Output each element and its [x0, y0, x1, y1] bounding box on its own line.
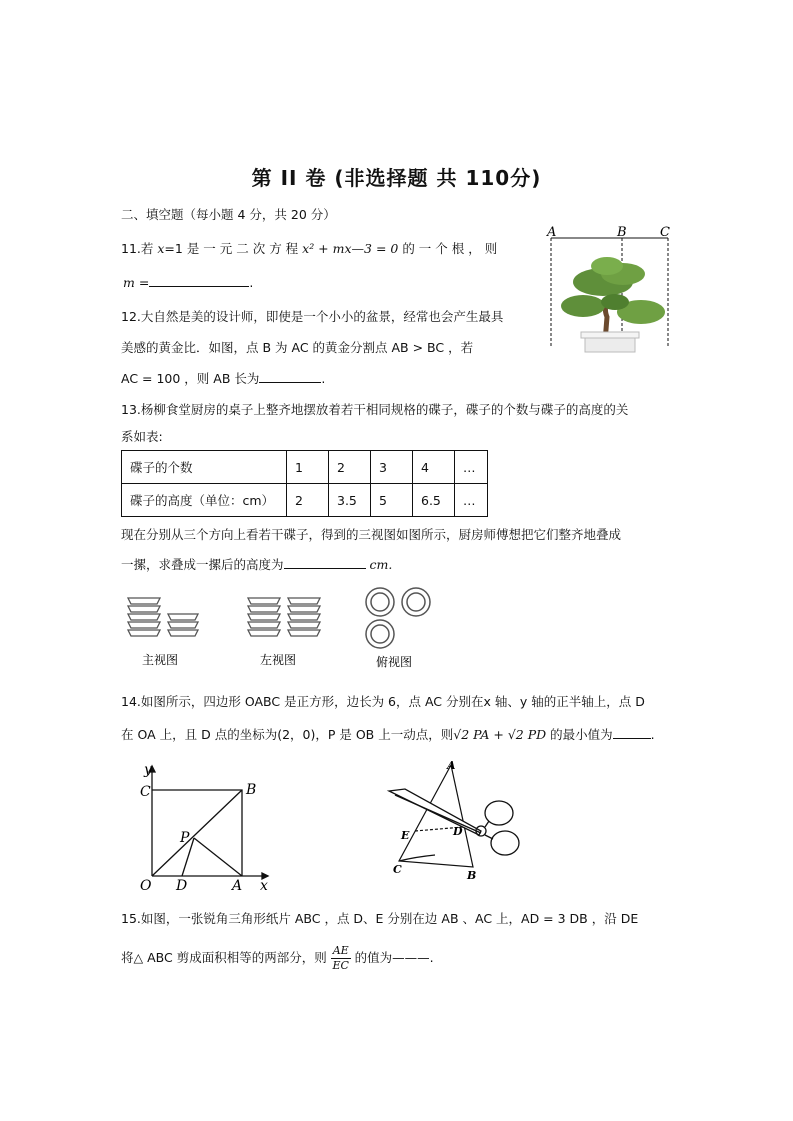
table-cell: 碟子的高度（单位：cm）	[122, 484, 287, 517]
fig2-label-a: A	[447, 759, 456, 772]
fig1-label-c: C	[140, 784, 151, 800]
fig1-label-a: A	[232, 878, 243, 894]
table-cell: 2	[287, 484, 329, 517]
top-view-caption: 俯视图	[376, 655, 413, 669]
q14-line2-text: 在 OA 上，且 D 点的坐标为(2，0)，P 是 OB 上一动点，则	[121, 727, 454, 742]
triangle-scissors-figure	[385, 755, 535, 883]
q11-answer-label: m =	[123, 275, 150, 290]
fig2-label-b: B	[467, 869, 477, 882]
q11-line2: m = .	[123, 275, 254, 290]
top-view-icon	[366, 588, 430, 648]
front-view-caption: 主视图	[142, 653, 179, 667]
table-cell: 3.5	[329, 484, 371, 517]
q14-line2-suffix: 的最小值为	[550, 727, 613, 742]
table-row	[122, 484, 488, 517]
table-cell: …	[455, 451, 488, 484]
scissors-icon	[389, 789, 519, 855]
q13-unit: cm.	[369, 557, 393, 572]
q15-line1: 15.如图，一张锐角三角形纸片 ABC ，点 D、E 分别在边 AB 、AC 上，AD = 3 DB ，沿 DE	[121, 911, 639, 926]
bonsai-tree-icon	[561, 257, 665, 352]
q12-line3: AC = 100 ，则 AB 长为 .	[121, 371, 326, 386]
left-view-caption: 左视图	[260, 653, 297, 667]
bonsai-figure	[545, 222, 675, 362]
fig1-label-y: y	[144, 762, 152, 778]
q13-line2: 系如表:	[121, 429, 163, 444]
q11-prefix: 11.若	[121, 241, 158, 256]
q14-expression: √2 PA + √2 PD	[453, 727, 547, 742]
left-view-icon	[248, 598, 320, 636]
table-cell: 4	[413, 451, 455, 484]
q12-line2: 美感的黄金比．如图，点 B 为 AC 的黄金分割点 AB > BC ，若	[121, 340, 474, 355]
bonsai-label-a: A	[547, 225, 557, 240]
section-heading: 二、填空题（每小题 4 分，共 20 分）	[121, 207, 336, 222]
fig1-label-o: O	[140, 878, 152, 894]
q15-line2	[121, 944, 434, 973]
table-cell: 1	[287, 451, 329, 484]
three-views-figure	[120, 586, 450, 672]
fig2-label-e: E	[401, 829, 410, 842]
table-row	[122, 451, 488, 484]
q11-line1	[121, 240, 497, 258]
fig1-label-b: B	[246, 782, 257, 798]
page-title: 第 II 卷 (非选择题 共 110分)	[251, 166, 542, 190]
q11-var: x	[157, 241, 165, 256]
q13-answer-blank[interactable]	[284, 556, 366, 569]
fig1-label-p: P	[180, 830, 190, 846]
table-cell: 碟子的个数	[122, 451, 287, 484]
q11-answer-blank[interactable]	[149, 274, 249, 287]
bonsai-label-c: C	[660, 225, 670, 240]
q11-text-a: =1 是 一 元 二 次 方 程	[164, 241, 303, 256]
fig2-label-d: D	[453, 825, 463, 838]
fig2-label-c: C	[393, 863, 402, 876]
fig1-label-x: x	[260, 878, 268, 894]
front-view-icon	[128, 598, 198, 636]
q15-line2-text: 将△ ABC 剪成面积相等的两部分，则	[121, 950, 327, 965]
q14-line1: 14.如图所示，四边形 OABC 是正方形，边长为 6，点 AC 分别在x 轴、y 轴的正半轴上，点 D	[121, 694, 645, 709]
fig1-label-d: D	[176, 878, 188, 894]
table-cell: …	[455, 484, 488, 517]
q11-text-b: 的 一 个 根 ， 则	[398, 241, 498, 256]
q13-line4	[121, 556, 392, 574]
square-figure	[128, 758, 278, 894]
plate-table	[121, 450, 488, 517]
q12-line1: 12.大自然是美的设计师，即使是一个小小的盆景，经常也会产生最具	[121, 309, 504, 324]
q13-line4-text: 一摞，求叠成一摞后的高度为	[121, 557, 284, 572]
q15-line2-suffix: 的值为———.	[354, 950, 434, 965]
table-cell: 6.5	[413, 484, 455, 517]
table-cell: 2	[329, 451, 371, 484]
q12-line3-text: AC = 100 ，则 AB 长为	[121, 371, 260, 386]
q13-line3: 现在分别从三个方向上看若干碟子，得到的三视图如图所示，厨房师傅想把它们整齐地叠成	[121, 527, 622, 542]
fraction-denominator: EC	[332, 959, 349, 972]
table-cell: 3	[371, 451, 413, 484]
q15-fraction	[331, 944, 351, 973]
q14-line2: 在 OA 上，且 D 点的坐标为(2，0)，P 是 OB 上一动点，则√2 PA + √2 PD 的最小值为 .	[121, 727, 655, 742]
q11-equation: x² + mx—3 = 0	[302, 241, 399, 256]
q13-line1: 13.杨柳食堂厨房的桌子上整齐地摆放着若干相同规格的碟子，碟子的个数与碟子的高度的关	[121, 402, 629, 417]
bonsai-label-b: B	[617, 225, 627, 240]
q12-answer-blank[interactable]	[259, 370, 321, 383]
table-cell: 5	[371, 484, 413, 517]
fraction-numerator: AE	[332, 944, 349, 957]
q14-answer-blank[interactable]	[613, 726, 651, 739]
